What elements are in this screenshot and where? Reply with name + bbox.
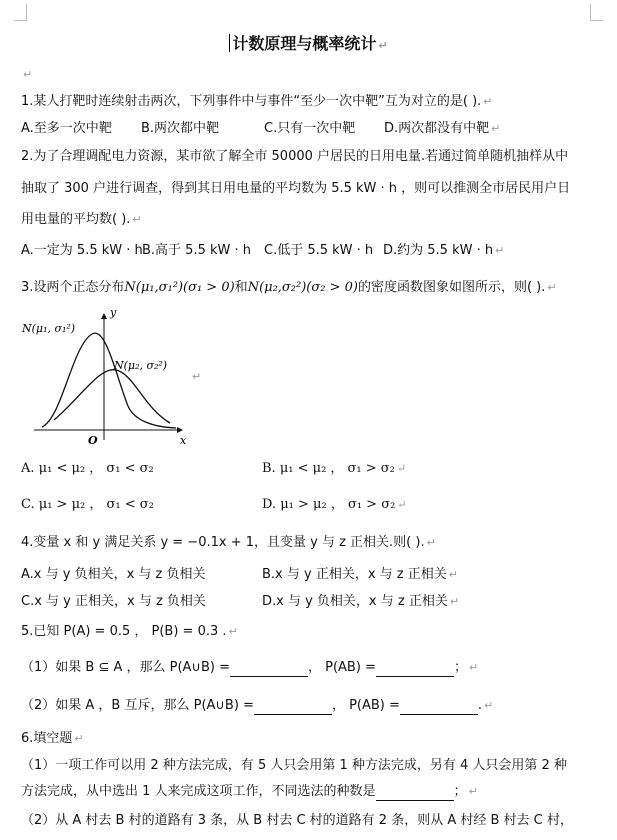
answer-blank[interactable]	[254, 700, 332, 715]
q4-option-b: B.x 与 y 正相关，x 与 z 正相关 ↵	[262, 567, 458, 582]
density-curve-2	[54, 370, 170, 423]
x-axis-label: x	[180, 434, 187, 447]
q1-option-b: B.两次都中靶	[141, 121, 220, 136]
q3-option-c: C. μ₁ > μ₂ ， σ₁ < σ₂	[21, 497, 154, 512]
empty-paragraph	[21, 66, 32, 84]
q3-option-a: A. μ₁ < μ₂ ， σ₁ < σ₂	[21, 461, 154, 476]
q2-stem-line2: 抽取了 300 户进行调查，得到其日用电量的平均数为 5.5 kW · h ，则可以推测全市居民用户日	[21, 181, 571, 196]
q4-stem: 4.变量 x 和 y 满足关系 y = −0.1x + 1，且变量 y 与 z 正相关.则( ). ↵	[21, 535, 436, 550]
q5-part2: （2）如果 A ，B 互斥，那么 P(A∪B) = ， P(AB) = . ↵	[21, 698, 494, 713]
q2-option-c: C.低于 5.5 kW · h	[264, 243, 374, 258]
paragraph-mark-icon: ↵	[132, 213, 142, 226]
y-axis-label: y	[110, 306, 117, 319]
paragraph-mark-icon: ↵	[449, 595, 460, 608]
q3-option-b: B. μ₁ < μ₂ ， σ₁ > σ₂ ↵	[262, 461, 407, 476]
answer-blank[interactable]	[400, 700, 478, 715]
paragraph-mark-icon: ↵	[547, 281, 557, 294]
paragraph-mark-icon: ↵	[484, 699, 494, 712]
q1-option-a: A.至多一次中靶	[21, 121, 112, 136]
paragraph-mark-icon: ↵	[468, 785, 478, 798]
answer-blank[interactable]	[376, 786, 454, 801]
q1-option-c: C.只有一次中靶	[264, 121, 356, 136]
q2-options	[21, 242, 617, 260]
q3-option-d: D. μ₁ > μ₂ ， σ₁ > σ₂ ↵	[262, 497, 407, 512]
paragraph-mark-icon: ↵	[228, 625, 238, 638]
q6-stem: 6.填空题 ↵	[21, 731, 84, 746]
paragraph-mark-icon: ↵	[495, 244, 505, 257]
paragraph-mark-icon: ↵	[397, 498, 407, 511]
q3-options-row2	[21, 496, 617, 514]
q1-option-d: D.两次都没有中靶 ↵	[384, 121, 501, 136]
q2-option-d: D.约为 5.5 kW · h ↵	[383, 243, 505, 258]
q6-part1-line1: （1）一项工作可以用 2 种方法完成，有 5 人只会用第 1 种方法完成，另有 4 人只会用第 2 种	[21, 758, 567, 773]
paragraph-mark-icon: ↵	[448, 568, 458, 581]
q2-option-b: B.高于 5.5 kW · h	[142, 243, 252, 258]
answer-blank[interactable]	[376, 662, 454, 677]
paragraph-mark-icon: ↵	[483, 95, 493, 108]
q1-options	[21, 120, 617, 138]
q5-stem: 5.已知 P(A) = 0.5 ， P(B) = 0.3 . ↵	[21, 624, 238, 639]
paragraph-mark-icon: ↵	[491, 122, 501, 135]
curve-1-label: N(μ₁, σ₁²)	[22, 322, 76, 335]
normal-density-figure	[20, 306, 200, 448]
q2-option-a: A.一定为 5.5 kW · h	[21, 243, 143, 258]
q3-distribution-1: N(μ₁,σ₁²)(σ₁ > 0)	[124, 280, 235, 295]
q6-part1-line2: 方法完成，从中选出 1 人来完成这项工作，不同选法的种数是 ； ↵	[21, 784, 478, 799]
paragraph-mark-icon: ↵	[192, 370, 202, 383]
q3-stem: 3.设两个正态分布N(μ₁,σ₁²)(σ₁ > 0)和N(μ₂,σ₂²)(σ₂ > 0)的密度函数图象如图所示，则( ). ↵	[21, 280, 557, 295]
q4-option-a: A.x 与 y 负相关，x 与 z 负相关	[21, 567, 206, 582]
q5-part1: （1）如果 B ⊆ A ，那么 P(A∪B) = ， P(AB) = ； ↵	[21, 660, 479, 675]
paragraph-mark-icon: ↵	[23, 68, 33, 81]
paragraph-mark-icon: ↵	[468, 661, 479, 674]
q4-options-row2	[21, 593, 617, 611]
q6-part2-line1: （2）从 A 村去 B 村的道路有 3 条，从 B 村去 C 村的道路有 2 条，则从 A 村经 B 村去 C 村，	[21, 813, 573, 828]
text-cursor	[229, 34, 230, 52]
q3-distribution-2: N(μ₂,σ₂²)(σ₂ > 0)	[247, 280, 358, 295]
paragraph-mark-icon: ↵	[74, 732, 84, 745]
origin-label: O	[88, 434, 98, 447]
page-title: 计数原理与概率统计 ↵	[0, 31, 617, 54]
margin-corner-top-right	[590, 4, 603, 21]
paragraph-mark-icon: ↵	[426, 536, 436, 549]
margin-corner-top-left	[14, 4, 27, 21]
q4-options-row1	[21, 566, 617, 584]
q2-stem-line3: 用电量的平均数( ). ↵	[21, 212, 142, 227]
q3-options-row1	[21, 460, 617, 478]
curve-2-label: N(μ₂, σ₂²)	[114, 359, 168, 372]
q4-option-d: D.x 与 y 负相关，x 与 z 正相关 ↵	[262, 594, 460, 609]
q1-stem: 1.某人打靶时连续射击两次，下列事件中与事件“至少一次中靶”互为对立的是( ). ↵	[21, 94, 493, 109]
paragraph-mark-icon: ↵	[378, 39, 388, 52]
answer-blank[interactable]	[230, 662, 308, 677]
q2-stem-line1: 2.为了合理调配电力资源，某市欲了解全市 50000 户居民的日用电量.若通过简单随机抽样从中	[21, 149, 569, 164]
density-curve-1	[42, 333, 176, 428]
paragraph-mark-icon: ↵	[396, 462, 407, 475]
q4-option-c: C.x 与 y 正相关，x 与 z 负相关	[21, 594, 206, 609]
